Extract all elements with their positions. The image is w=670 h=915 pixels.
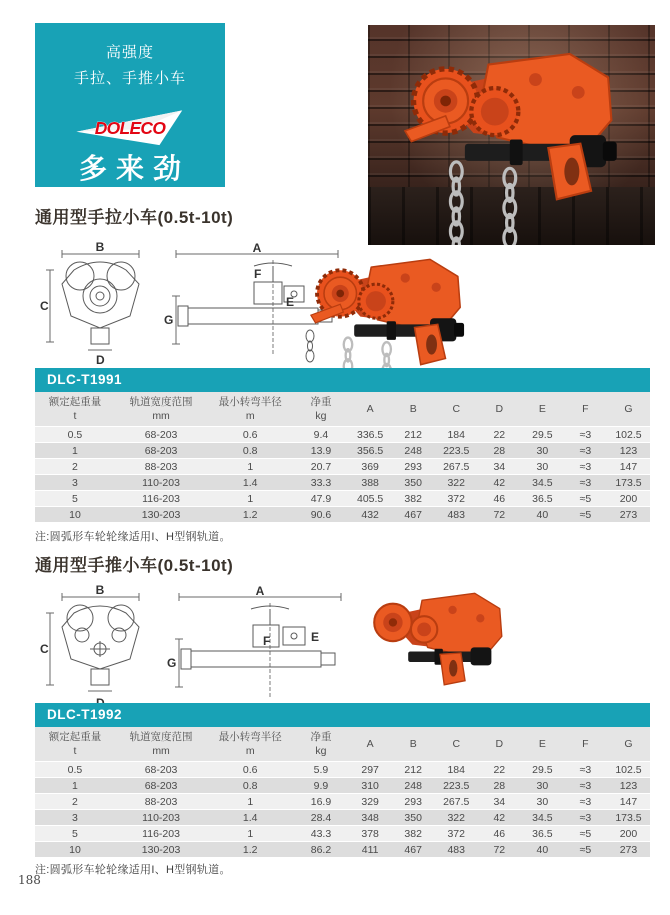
spec-cell: 28.4: [293, 810, 348, 826]
dim-label-A: A: [255, 585, 265, 598]
spec-cell: ≈3: [564, 778, 607, 794]
table-note: 注:圆弧形车轮轮缘适用I、H型钢轨道。: [35, 531, 231, 543]
spec-cell: ≈3: [564, 475, 607, 491]
spec-cell: 248: [392, 443, 435, 459]
spec-cell: 10: [35, 842, 115, 858]
spec-cell: 40: [521, 842, 564, 858]
dim-label-F: F: [254, 267, 262, 281]
spec-cell: 43.3: [293, 826, 348, 842]
spec-cell: 36.5: [521, 826, 564, 842]
spec-cell: 110-203: [115, 475, 207, 491]
spec-cell: 5.9: [293, 762, 348, 778]
spec-cell: 123: [607, 443, 650, 459]
product-photo: [368, 25, 655, 245]
section-title-hand-chain-trolley: 通用型手拉小车(0.5t-10t): [35, 208, 234, 227]
spec-cell: 90.6: [293, 507, 348, 523]
spec-cell: 29.5: [521, 427, 564, 443]
spec-cell: 1: [207, 826, 293, 842]
spec-cell: 1.4: [207, 475, 293, 491]
spec-cell: 273: [607, 842, 650, 858]
spec-cell: 223.5: [435, 443, 478, 459]
table-row: [35, 826, 650, 842]
spec-cell: 293: [392, 459, 435, 475]
spec-cell: 20.7: [293, 459, 348, 475]
brand-tagline: [74, 40, 186, 93]
technical-drawing-front-1991: [38, 242, 164, 366]
spec-cell: 34: [478, 794, 521, 810]
spec-cell: 0.8: [207, 778, 293, 794]
spec-column-header: F: [564, 727, 607, 762]
table-row: [35, 842, 650, 858]
spec-cell: 369: [349, 459, 392, 475]
spec-cell: 110-203: [115, 810, 207, 826]
spec-cell: 30: [521, 459, 564, 475]
spec-cell: 42: [478, 810, 521, 826]
spec-cell: 350: [392, 810, 435, 826]
spec-cell: 33.3: [293, 475, 348, 491]
spec-cell: ≈3: [564, 459, 607, 475]
spec-column-header: B: [392, 392, 435, 427]
spec-cell: 16.9: [293, 794, 348, 810]
spec-cell: 72: [478, 842, 521, 858]
spec-cell: 68-203: [115, 762, 207, 778]
column-header-row: [35, 727, 650, 762]
table-row: [35, 794, 650, 810]
spec-cell: 212: [392, 427, 435, 443]
spec-cell: 1: [207, 794, 293, 810]
spec-cell: 293: [392, 794, 435, 810]
spec-column-header: C: [435, 727, 478, 762]
table-row: [35, 443, 650, 459]
spec-column-header: E: [521, 727, 564, 762]
spec-cell: 2: [35, 459, 115, 475]
page-number: 188: [18, 873, 41, 887]
spec-cell: 273: [607, 507, 650, 523]
spec-cell: 0.5: [35, 427, 115, 443]
column-header-row: [35, 392, 650, 427]
spec-cell: ≈3: [564, 762, 607, 778]
spec-cell: 46: [478, 491, 521, 507]
spec-cell: 184: [435, 762, 478, 778]
spec-cell: 36.5: [521, 491, 564, 507]
spec-cell: 336.5: [349, 427, 392, 443]
technical-drawing-front-1992: [38, 585, 164, 709]
plain-trolley-product-image: [358, 585, 518, 689]
spec-cell: ≈5: [564, 842, 607, 858]
spec-cell: 322: [435, 475, 478, 491]
spec-cell: 116-203: [115, 826, 207, 842]
spec-cell: 329: [349, 794, 392, 810]
spec-cell: ≈3: [564, 794, 607, 810]
spec-cell: 1: [35, 778, 115, 794]
spec-cell: 46: [478, 826, 521, 842]
spec-cell: ≈3: [564, 427, 607, 443]
spec-cell: 356.5: [349, 443, 392, 459]
spec-table-block-1991: [35, 368, 650, 523]
spec-cell: 68-203: [115, 427, 207, 443]
spec-cell: 297: [349, 762, 392, 778]
dim-label-A: A: [252, 242, 262, 255]
spec-cell: 42: [478, 475, 521, 491]
spec-cell: 173.5: [607, 475, 650, 491]
spec-column-header: 轨道宽度范围 mm: [115, 392, 207, 427]
technical-drawing-side-1992: [165, 585, 355, 709]
spec-cell: 322: [435, 810, 478, 826]
spec-cell: 382: [392, 491, 435, 507]
spec-cell: 34: [478, 459, 521, 475]
spec-cell: 102.5: [607, 427, 650, 443]
spec-cell: ≈5: [564, 491, 607, 507]
spec-cell: 147: [607, 794, 650, 810]
dim-label-C: C: [40, 642, 49, 656]
spec-cell: 267.5: [435, 794, 478, 810]
table-model-header: DLC-T1991: [35, 368, 650, 392]
spec-cell: 68-203: [115, 778, 207, 794]
spec-cell: 2: [35, 794, 115, 810]
spec-cell: 34.5: [521, 475, 564, 491]
doleco-logo-text: DOLECO: [94, 117, 166, 138]
spec-cell: 432: [349, 507, 392, 523]
spec-cell: 68-203: [115, 443, 207, 459]
spec-cell: 29.5: [521, 762, 564, 778]
tagline-line1: 高强度: [105, 44, 154, 61]
spec-column-header: 轨道宽度范围 mm: [115, 727, 207, 762]
table-note: 注:圆弧形车轮轮缘适用I、H型钢轨道。: [35, 864, 231, 876]
spec-cell: 378: [349, 826, 392, 842]
spec-table: [35, 392, 650, 523]
spec-cell: 34.5: [521, 810, 564, 826]
dim-label-C: C: [40, 299, 49, 313]
spec-table-block-1992: [35, 703, 650, 858]
spec-cell: 173.5: [607, 810, 650, 826]
spec-cell: 0.5: [35, 762, 115, 778]
table-model-header: DLC-T1992: [35, 703, 650, 727]
spec-cell: 1.2: [207, 507, 293, 523]
dim-label-F: F: [263, 634, 271, 648]
spec-cell: 88-203: [115, 459, 207, 475]
brand-chinese-name: 多来劲: [78, 153, 190, 184]
spec-cell: ≈3: [564, 443, 607, 459]
spec-column-header: 最小转弯半径 m: [207, 392, 293, 427]
dim-label-E: E: [286, 295, 295, 309]
spec-cell: 1: [207, 459, 293, 475]
spec-column-header: 净重 kg: [293, 727, 348, 762]
spec-cell: ≈5: [564, 826, 607, 842]
spec-cell: 3: [35, 475, 115, 491]
spec-cell: 116-203: [115, 491, 207, 507]
spec-cell: 5: [35, 826, 115, 842]
table-row: [35, 427, 650, 443]
geared-trolley-image: [390, 41, 636, 245]
spec-column-header: A: [349, 727, 392, 762]
brand-block: [35, 23, 225, 187]
spec-cell: 10: [35, 507, 115, 523]
table-row: [35, 762, 650, 778]
spec-cell: 467: [392, 842, 435, 858]
spec-cell: 184: [435, 427, 478, 443]
spec-cell: 13.9: [293, 443, 348, 459]
spec-cell: 248: [392, 778, 435, 794]
spec-cell: 147: [607, 459, 650, 475]
spec-cell: 467: [392, 507, 435, 523]
spec-cell: 1.2: [207, 842, 293, 858]
table-row: [35, 475, 650, 491]
spec-cell: ≈3: [564, 810, 607, 826]
dim-label-G: G: [167, 656, 177, 670]
section-title-push-trolley: 通用型手推小车(0.5t-10t): [35, 556, 234, 575]
table-row: [35, 459, 650, 475]
spec-column-header: D: [478, 727, 521, 762]
spec-cell: 267.5: [435, 459, 478, 475]
table-row: [35, 810, 650, 826]
spec-cell: 86.2: [293, 842, 348, 858]
spec-cell: 40: [521, 507, 564, 523]
table-row: [35, 507, 650, 523]
spec-column-header: D: [478, 392, 521, 427]
doleco-logo: [48, 109, 212, 147]
spec-cell: 30: [521, 778, 564, 794]
table-row: [35, 491, 650, 507]
spec-cell: 372: [435, 491, 478, 507]
spec-column-header: C: [435, 392, 478, 427]
spec-table: [35, 727, 650, 858]
spec-cell: 388: [349, 475, 392, 491]
spec-cell: 212: [392, 762, 435, 778]
spec-cell: 200: [607, 826, 650, 842]
spec-column-header: 最小转弯半径 m: [207, 727, 293, 762]
spec-cell: 411: [349, 842, 392, 858]
spec-cell: 1.4: [207, 810, 293, 826]
spec-cell: 5: [35, 491, 115, 507]
spec-column-header: F: [564, 392, 607, 427]
spec-cell: 483: [435, 507, 478, 523]
spec-cell: 123: [607, 778, 650, 794]
spec-cell: 223.5: [435, 778, 478, 794]
spec-column-header: 额定起重量 t: [35, 727, 115, 762]
spec-column-header: E: [521, 392, 564, 427]
tagline-line2: 手拉、手推小车: [73, 70, 186, 88]
spec-cell: 350: [392, 475, 435, 491]
dim-label-E: E: [311, 630, 320, 644]
spec-cell: 1: [207, 491, 293, 507]
spec-cell: 22: [478, 762, 521, 778]
spec-cell: 102.5: [607, 762, 650, 778]
spec-cell: 130-203: [115, 842, 207, 858]
spec-column-header: A: [349, 392, 392, 427]
spec-cell: 47.9: [293, 491, 348, 507]
spec-column-header: G: [607, 392, 650, 427]
spec-cell: 372: [435, 826, 478, 842]
spec-cell: 9.9: [293, 778, 348, 794]
spec-cell: 348: [349, 810, 392, 826]
spec-cell: 88-203: [115, 794, 207, 810]
spec-cell: 0.8: [207, 443, 293, 459]
spec-cell: 3: [35, 810, 115, 826]
table-row: [35, 778, 650, 794]
dim-label-B: B: [95, 585, 105, 597]
spec-cell: 200: [607, 491, 650, 507]
spec-cell: ≈5: [564, 507, 607, 523]
dim-label-B: B: [95, 242, 105, 254]
spec-column-header: 净重 kg: [293, 392, 348, 427]
spec-cell: 0.6: [207, 762, 293, 778]
spec-cell: 28: [478, 443, 521, 459]
spec-cell: 28: [478, 778, 521, 794]
spec-cell: 30: [521, 443, 564, 459]
spec-cell: 483: [435, 842, 478, 858]
spec-cell: 72: [478, 507, 521, 523]
spec-column-header: G: [607, 727, 650, 762]
spec-cell: 30: [521, 794, 564, 810]
spec-cell: 0.6: [207, 427, 293, 443]
spec-cell: 1: [35, 443, 115, 459]
spec-cell: 310: [349, 778, 392, 794]
dim-label-D: D: [96, 353, 105, 366]
spec-cell: 22: [478, 427, 521, 443]
spec-cell: 405.5: [349, 491, 392, 507]
spec-cell: 130-203: [115, 507, 207, 523]
dim-label-G: G: [164, 313, 174, 327]
spec-column-header: 额定起重量 t: [35, 392, 115, 427]
spec-cell: 382: [392, 826, 435, 842]
spec-column-header: B: [392, 727, 435, 762]
spec-cell: 9.4: [293, 427, 348, 443]
